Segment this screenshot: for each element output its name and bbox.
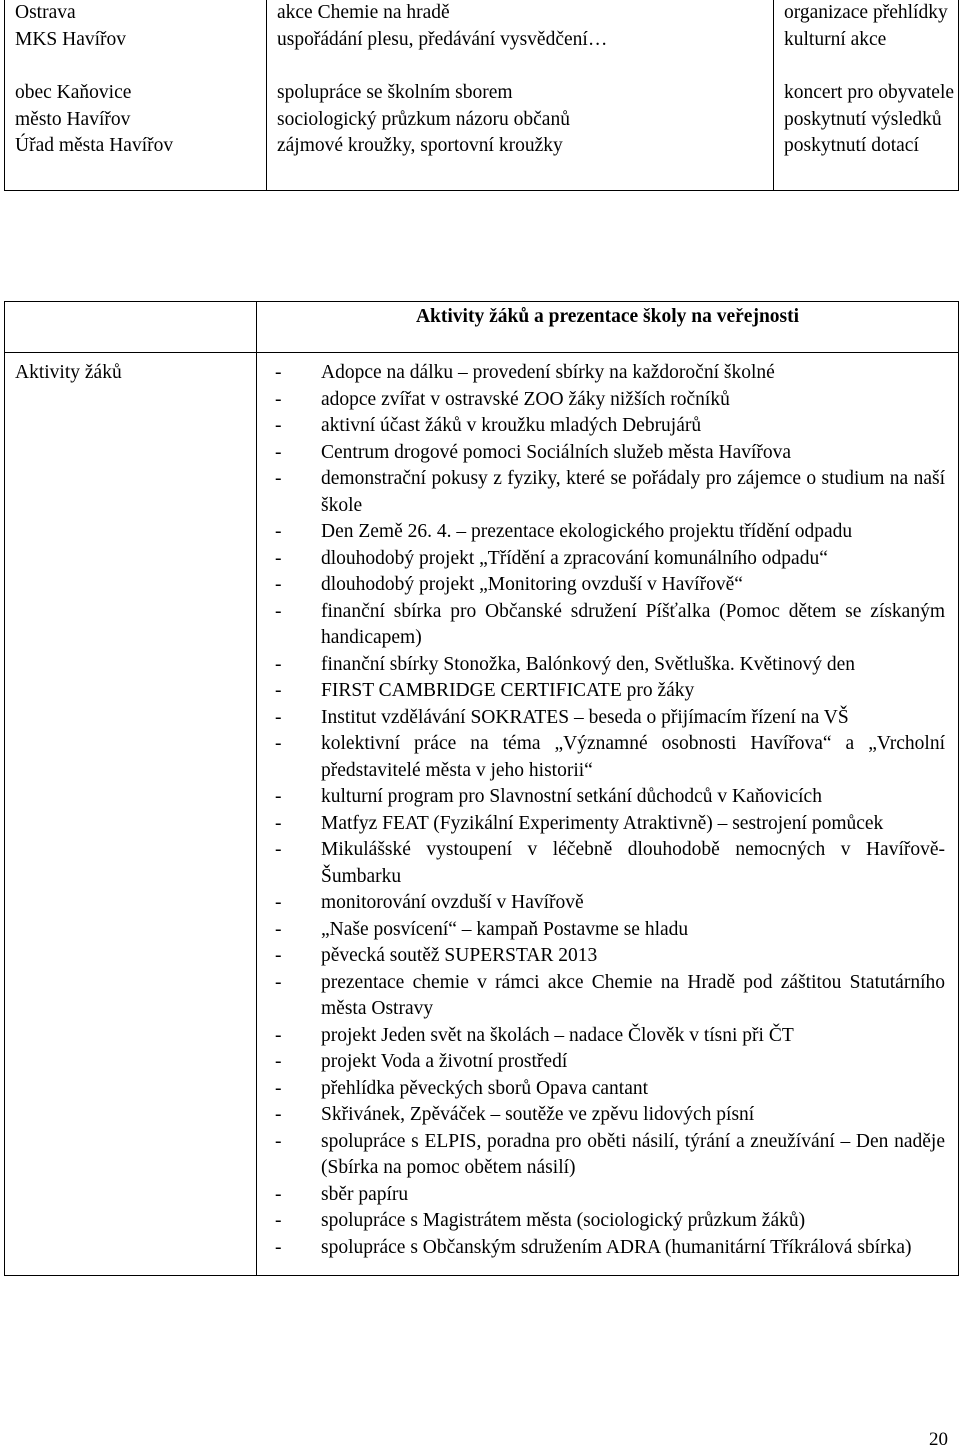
list-item-text: projekt Voda a životní prostředí [321,1051,568,1072]
list-item [275,519,945,546]
type-cell [774,53,959,80]
bullet-dash: - [275,733,282,754]
list-item [275,1182,945,1209]
list-item-text: kulturní program pro Slavnostní setkání důchodců v Kaňovicích [321,786,822,807]
list-item [275,811,945,838]
bullet-dash: - [275,1183,282,1205]
bullet-dash: - [275,1210,282,1231]
activities-label: Aktivity žáků [5,353,257,1276]
bullet-dash: - [275,945,282,966]
table-row [5,53,959,80]
list-item [275,1076,945,1103]
list-item-text: Matfyz FEAT (Fyzikální Experimenty Atraktivně) – sestrojení pomůcek [321,812,884,834]
header-empty-cell [5,302,257,353]
type-cell: koncert pro obyvatele [774,80,959,107]
bullet-dash: - [275,468,282,489]
list-item [275,1102,945,1129]
bullet-dash: - [275,918,282,940]
table-header-row [5,302,959,353]
list-item-text: spolupráce s Magistrátem města (sociologický průzkum žáků) [321,1210,806,1231]
bullet-dash: - [275,839,282,860]
bullet-dash: - [275,547,282,569]
activity-cell: sociologický průzkum názoru občanů [267,107,774,134]
list-item-text: aktivní účast žáků v kroužku mladých Debrujárů [321,415,702,436]
bullet-dash: - [275,680,282,701]
list-item [275,890,945,917]
list-item-text: monitorování ovzduší v Havířově [321,892,584,913]
list-item-text: „Naše posvícení“ – kampaň Postavme se hladu [321,918,689,940]
bullet-dash: - [275,653,282,675]
partner-cell: Ostrava [5,0,267,27]
bullet-dash: - [275,388,282,410]
list-item [275,440,945,467]
type-cell: kulturní akce [774,27,959,54]
list-item [275,413,945,440]
activities-table [4,301,959,1276]
bullet-dash: - [275,1024,282,1046]
list-item-text: Den Země 26. 4. – prezentace ekologického projektu třídění odpadu [321,521,853,542]
list-item [275,1049,945,1076]
list-item-text: prezentace chemie v rámci akce Chemie na Hradě pod záštitou Statutárního města Ostravy [321,971,945,1019]
partners-table [4,0,959,191]
bullet-dash: - [275,415,282,436]
activity-cell: akce Chemie na hradě [267,0,774,27]
table-row [5,0,959,27]
list-item [275,599,945,652]
bullet-dash: - [275,574,282,595]
bullet-dash: - [275,441,282,463]
list-item-text: spolupráce s ELPIS, poradna pro oběti násilí, týrání a zneužívání – Den naděje (Sbírka na pomoc obětem násilí) [321,1130,945,1178]
list-item [275,1235,945,1262]
bullet-dash: - [275,706,282,728]
list-item-text: Institut vzdělávání SOKRATES – beseda o přijímacím řízení na VŠ [321,706,849,728]
activities-heading: Aktivity žáků a prezentace školy na veřejnosti [257,302,959,353]
list-item [275,546,945,573]
partner-cell: město Havířov [5,107,267,134]
bullet-dash: - [275,1104,282,1125]
list-item [275,784,945,811]
list-item [275,1023,945,1050]
page-number: 20 [929,1429,948,1450]
type-cell: poskytnutí dotací [774,133,959,160]
list-item [275,360,945,387]
type-cell: organizace přehlídky [774,0,959,27]
list-item [275,917,945,944]
list-item-text: FIRST CAMBRIDGE CERTIFICATE pro žáky [321,680,695,701]
list-item-text: Skřivánek, Zpěváček – soutěže ve zpěvu lidových písní [321,1104,755,1125]
list-item [275,837,945,890]
bullet-dash: - [275,1051,282,1072]
list-item [275,678,945,705]
list-item-text: pěvecká soutěž SUPERSTAR 2013 [321,945,598,966]
activities-list-cell [257,353,959,1276]
list-item [275,387,945,414]
list-item-text: sběr papíru [321,1183,409,1205]
bullet-dash: - [275,1130,282,1152]
partner-cell: Úřad města Havířov [5,133,267,160]
table-row [5,353,959,1276]
table-row [5,107,959,134]
list-item [275,943,945,970]
list-item [275,1129,945,1182]
bullet-dash: - [275,362,282,383]
type-cell: poskytnutí výsledků [774,107,959,134]
list-item [275,705,945,732]
bullet-dash: - [275,600,282,622]
list-item-text: adopce zvířat v ostravské ZOO žáky nižších ročníků [321,388,730,410]
activity-cell [267,53,774,80]
bullet-dash: - [275,971,282,993]
bullet-dash: - [275,1236,282,1258]
list-item-text: finanční sbírky Stonožka, Balónkový den, Světluška. Květinový den [321,653,856,675]
list-item-text: přehlídka pěveckých sborů Opava cantant [321,1077,649,1099]
list-item-text: dlouhodobý projekt „Třídění a zpracování komunálního odpadu“ [321,547,828,569]
partner-cell [5,53,267,80]
list-item [275,652,945,679]
table-row [5,133,959,160]
list-item-text: Adopce na dálku – provedení sbírky na každoroční školné [321,362,775,383]
list-item-text: dlouhodobý projekt „Monitoring ovzduší v Havířově“ [321,574,743,595]
list-item-text: projekt Jeden svět na školách – nadace Člověk v tísni při ČT [321,1024,794,1046]
table-row-spacer [5,160,959,191]
bullet-dash: - [275,1077,282,1099]
list-item [275,731,945,784]
bullet-dash: - [275,786,282,807]
list-item-text: demonstrační pokusy z fyziky, které se pořádaly pro zájemce o studium na naší škole [321,468,945,516]
list-item-text: Centrum drogové pomoci Sociálních služeb města Havířova [321,441,792,463]
bullet-dash: - [275,521,282,542]
bullet-dash: - [275,892,282,913]
list-item [275,1208,945,1235]
list-item [275,572,945,599]
list-item [275,466,945,519]
list-item-text: finanční sbírka pro Občanské sdružení Píšťalka (Pomoc dětem se získaným handicapem) [321,600,945,648]
activity-cell: uspořádání plesu, předávání vysvědčení… [267,27,774,54]
list-item-text: spolupráce s Občanským sdružením ADRA (humanitární Tříkrálová sbírka) [321,1236,912,1258]
activities-list [275,360,945,1261]
bullet-dash: - [275,812,282,834]
table-row [5,80,959,107]
activity-cell: spolupráce se školním sborem [267,80,774,107]
table-row [5,27,959,54]
list-item-text: kolektivní práce na téma „Významné osobnosti Havířova“ a „Vrcholní představitelé města v jeho historii“ [321,733,945,781]
partner-cell: obec Kaňovice [5,80,267,107]
list-item [275,970,945,1023]
activity-cell: zájmové kroužky, sportovní kroužky [267,133,774,160]
partner-cell: MKS Havířov [5,27,267,54]
list-item-text: Mikulášské vystoupení v léčebně dlouhodobě nemocných v Havířově-Šumbarku [321,839,945,887]
